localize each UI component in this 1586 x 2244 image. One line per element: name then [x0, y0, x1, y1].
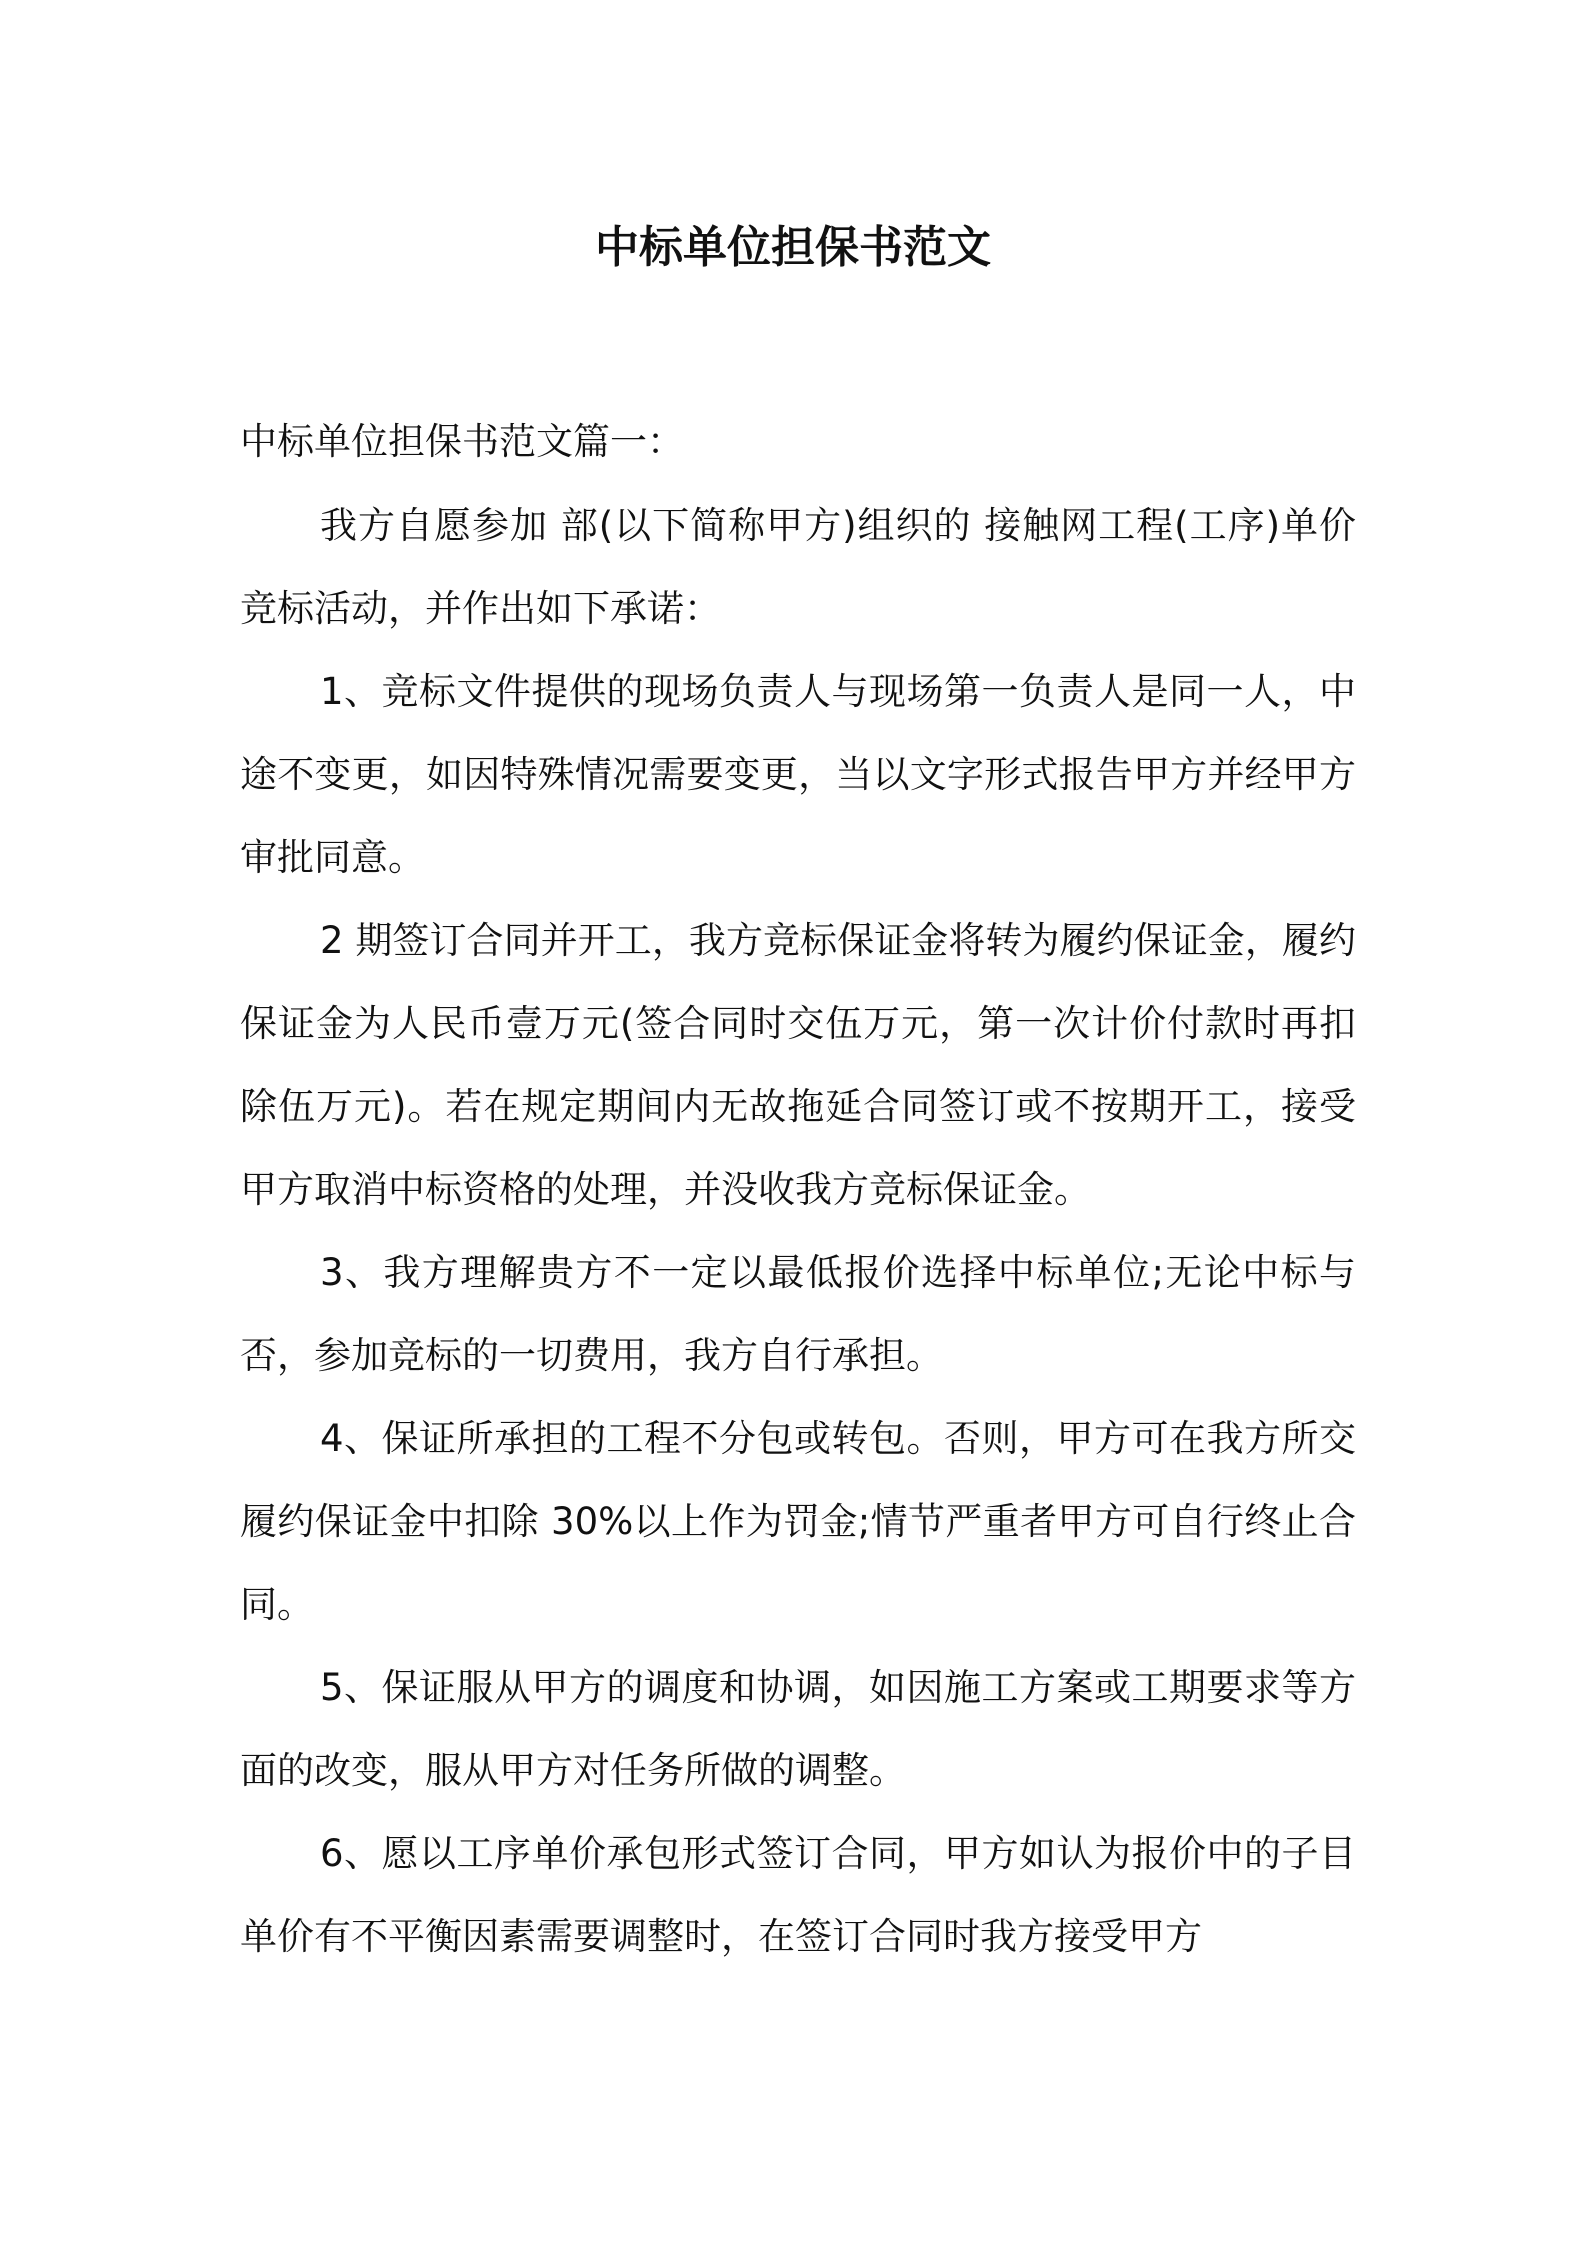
paragraph-item-1: 1、竞标文件提供的现场负责人与现场第一负责人是同一人，中途不变更，如因特殊情况需要变更，当以文字形式报告甲方并经甲方审批同意。 — [240, 670, 1356, 879]
paragraph-item-5: 5、保证服从甲方的调度和协调，如因施工方案或工期要求等方面的改变，服从甲方对任务所做的调整。 — [240, 1666, 1356, 1792]
section-heading: 中标单位担保书范文篇一： — [240, 420, 684, 463]
paragraph-intro: 我方自愿参加 部(以下简称甲方)组织的 接触网工程(工序)单价竞标活动，并作出如下承诺： — [240, 504, 1356, 630]
document-title: 中标单位担保书范文 — [595, 222, 991, 273]
paragraph-item-6: 6、愿以工序单价承包形式签订合同，甲方如认为报价中的子目单价有不平衡因素需要调整时，在签订合同时我方接受甲方 — [240, 1832, 1356, 1958]
paragraph-item-4: 4、保证所承担的工程不分包或转包。否则，甲方可在我方所交履约保证金中扣除 30%以上作为罚金;情节严重者甲方可自行终止合同。 — [240, 1417, 1356, 1626]
paragraph-item-3: 3、我方理解贵方不一定以最低报价选择中标单位;无论中标与否，参加竞标的一切费用，我方自行承担。 — [240, 1251, 1356, 1377]
paragraph-item-2: 2 期签订合同并开工，我方竞标保证金将转为履约保证金，履约保证金为人民币壹万元(签合同时交伍万元，第一次计价付款时再扣除伍万元)。若在规定期间内无故拖延合同签订或不按期开工，接受甲方取消中标资格的处理，并没收我方竞标保证金。 — [240, 919, 1356, 1211]
document-body — [240, 400, 1356, 1978]
